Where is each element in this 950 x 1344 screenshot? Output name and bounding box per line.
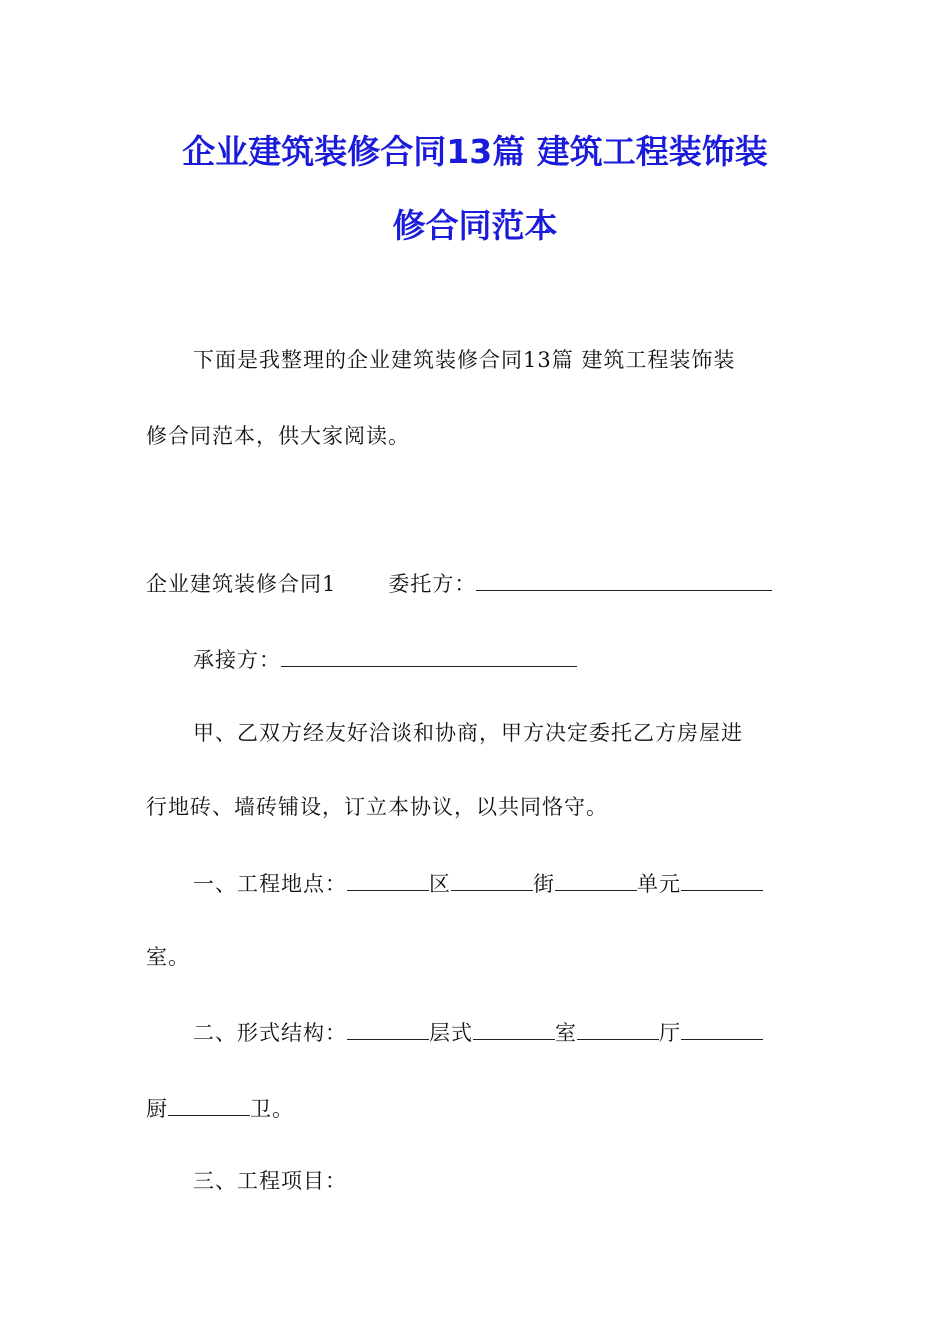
contract-heading: 企业建筑装修合同1 [146, 572, 337, 596]
structure-blank-5 [168, 1093, 250, 1116]
location-label: 一、工程地点： [193, 872, 347, 896]
location-row [193, 868, 763, 899]
structure-blank-2 [473, 1017, 555, 1040]
location-unit: 单元 [637, 872, 681, 896]
contract-heading-row [146, 568, 772, 599]
document-title-line-1: 企业建筑装修合同13篇 建筑工程装饰装 [182, 132, 768, 171]
project-label: 三、工程项目： [193, 1169, 347, 1193]
location-room: 室。 [146, 945, 190, 969]
structure-floors: 层式 [429, 1021, 473, 1045]
intro-line-2: 修合同范本，供大家阅读。 [146, 424, 410, 448]
structure-blank-4 [681, 1017, 763, 1040]
contractor-blank [281, 644, 577, 667]
structure-row-2 [146, 1093, 294, 1124]
location-street: 街 [533, 872, 555, 896]
contractor-label: 承接方： [193, 648, 281, 672]
contractor-row [193, 644, 577, 675]
document-title-line-2: 修合同范本 [392, 206, 558, 245]
structure-rooms: 室 [555, 1021, 577, 1045]
para1-line-2: 行地砖、墙砖铺设，订立本协议，以共同恪守。 [146, 795, 608, 819]
location-blank-3 [555, 868, 637, 891]
intro-line-1: 下面是我整理的企业建筑装修合同13篇 建筑工程装饰装 [193, 348, 736, 372]
para1-line-1: 甲、乙双方经友好洽谈和协商，甲方决定委托乙方房屋进 [193, 721, 743, 745]
location-blank-2 [451, 868, 533, 891]
location-district: 区 [429, 872, 451, 896]
structure-row [193, 1017, 763, 1048]
structure-blank-3 [577, 1017, 659, 1040]
structure-kitchen: 厨 [146, 1097, 168, 1121]
structure-label: 二、形式结构： [193, 1021, 347, 1045]
client-label: 委托方： [388, 572, 477, 596]
location-blank-1 [347, 868, 429, 891]
structure-halls: 厅 [659, 1021, 681, 1045]
client-blank [476, 568, 772, 591]
structure-blank-1 [347, 1017, 429, 1040]
location-blank-4 [681, 868, 763, 891]
structure-bath: 卫。 [250, 1097, 294, 1121]
